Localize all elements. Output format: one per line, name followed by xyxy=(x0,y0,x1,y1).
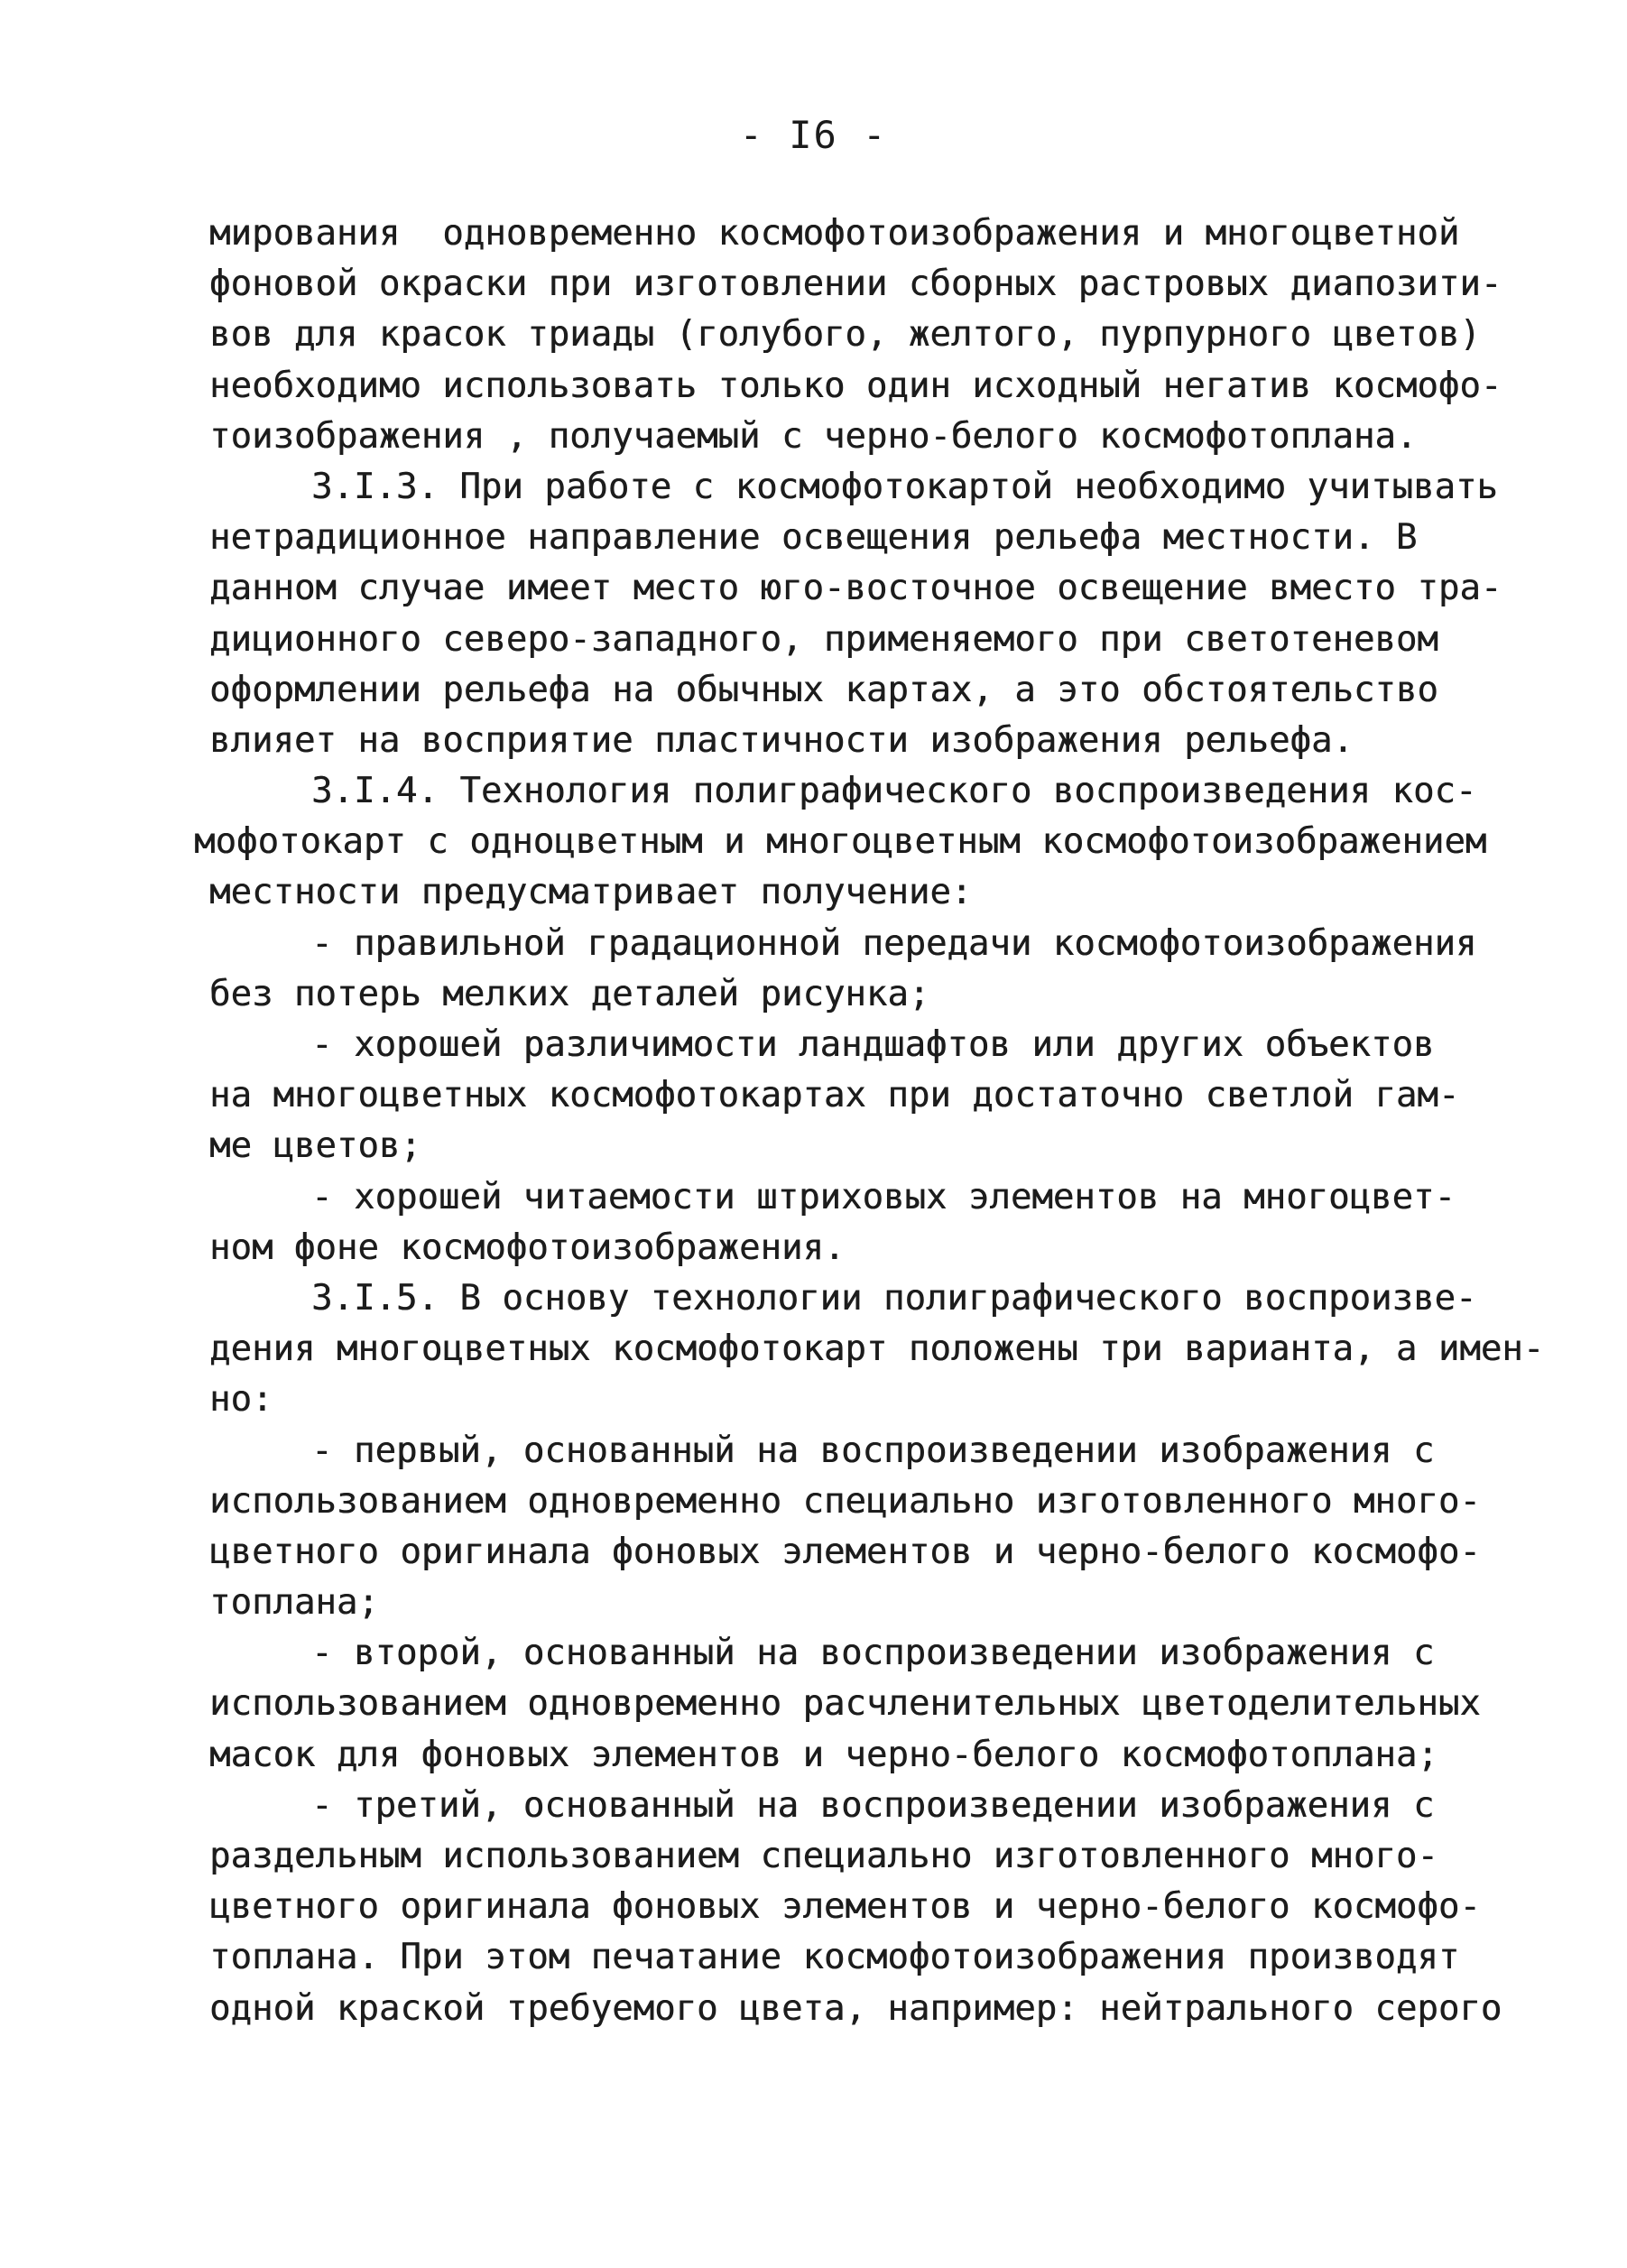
text-line-content: одной краской требуемого цвета, например: нейтрального серого xyxy=(209,1987,1502,2029)
text-line-content: местности предусматривает получение: xyxy=(209,872,973,913)
text-line xyxy=(0,1578,1627,1628)
text-line-content: данном случае имеет место юго-восточное освещение вместо тра- xyxy=(209,568,1502,609)
text-line xyxy=(0,665,1627,716)
text-line-content: ме цветов; xyxy=(209,1125,421,1167)
text-line xyxy=(0,1831,1627,1882)
text-line xyxy=(0,1324,1627,1375)
text-line-content: - второй, основанный на воспроизведении изображения с xyxy=(311,1633,1435,1674)
text-line-content: дения многоцветных космофотокарт положены три варианта, а имен- xyxy=(209,1328,1545,1370)
text-line xyxy=(0,766,1627,817)
text-line xyxy=(0,1477,1627,1527)
text-line xyxy=(0,563,1627,614)
text-line xyxy=(0,1932,1627,1983)
text-line-content: ном фоне космофотоизображения. xyxy=(209,1227,846,1268)
text-line-content: нетрадиционное направление освещения рельефа местности. В xyxy=(209,517,1418,559)
text-line xyxy=(0,361,1627,412)
body-text xyxy=(0,208,1627,2034)
page-number: - I6 - xyxy=(739,113,888,157)
text-line-content: мофотокарт с одноцветным и многоцветным космофотоизображением xyxy=(194,821,1487,863)
text-line-content: цветного оригинала фоновых элементов и черно-белого космофо- xyxy=(209,1531,1481,1572)
text-line-content: топлана. При этом печатание космофотоизображения производят xyxy=(209,1937,1460,1978)
text-line-content: масок для фоновых элементов и черно-белого космофотоплана; xyxy=(209,1734,1438,1775)
text-line-content: но: xyxy=(209,1379,273,1421)
text-line xyxy=(0,1679,1627,1729)
text-line-content: 3.I.5. В основу технологии полиграфического воспроизве- xyxy=(311,1277,1477,1319)
text-line-content: на многоцветных космофотокартах при достаточно светлой гам- xyxy=(209,1075,1460,1116)
text-line-content: вов для красок триады (голубого, желтого, пурпурного цветов) xyxy=(209,314,1481,356)
text-line-content: цветного оригинала фоновых элементов и черно-белого космофо- xyxy=(209,1886,1481,1928)
text-line-content: 3.I.3. При работе с космофотокартой необходимо учитывать xyxy=(311,466,1498,507)
text-line-content: мирования одновременно космофотоизображения и многоцветной xyxy=(209,213,1460,254)
text-line-content: оформлении рельефа на обычных картах, а это обстоятельство xyxy=(209,669,1438,710)
text-line-content: топлана; xyxy=(209,1582,379,1624)
text-line xyxy=(0,1984,1627,2034)
text-line xyxy=(0,1223,1627,1273)
text-line xyxy=(0,716,1627,766)
text-line-content: 3.I.4. Технология полиграфического воспроизведения кос- xyxy=(311,771,1477,812)
text-line-content: без потерь мелких деталей рисунка; xyxy=(209,973,930,1014)
text-line xyxy=(0,1628,1627,1679)
text-line xyxy=(0,1426,1627,1477)
text-line xyxy=(0,919,1627,969)
text-line xyxy=(0,310,1627,360)
text-line xyxy=(0,208,1627,259)
text-line-content: - хорошей различимости ландшафтов или других объектов xyxy=(311,1024,1435,1065)
text-line xyxy=(0,1882,1627,1932)
text-line-content: необходимо использовать только один исходный негатив космофо- xyxy=(209,365,1502,406)
text-line xyxy=(0,1730,1627,1781)
text-line xyxy=(0,969,1627,1020)
text-line-content: - правильной градационной передачи космофотоизображения xyxy=(311,922,1477,964)
text-line xyxy=(0,1273,1627,1324)
text-line-content: влияет на восприятие пластичности изображения рельефа. xyxy=(209,719,1354,761)
text-line-content: - первый, основанный на воспроизведении изображения с xyxy=(311,1430,1435,1471)
text-line xyxy=(0,1070,1627,1121)
text-line xyxy=(0,615,1627,665)
text-line-content: фоновой окраски при изготовлении сборных растровых диапозити- xyxy=(209,264,1502,305)
text-line-content: использованием одновременно расчленительных цветоделительных xyxy=(209,1683,1481,1725)
text-line-content: - третий, основанный на воспроизведении изображения с xyxy=(311,1784,1435,1826)
text-line xyxy=(0,462,1627,513)
text-line xyxy=(0,1375,1627,1425)
text-line-content: использованием одновременно специально изготовленного много- xyxy=(209,1480,1481,1522)
text-line xyxy=(0,1781,1627,1831)
text-line xyxy=(0,1121,1627,1171)
text-line-content: диционного северо-западного, применяемого при светотеневом xyxy=(209,618,1438,660)
text-line xyxy=(0,867,1627,918)
text-line xyxy=(0,513,1627,563)
text-line xyxy=(0,1527,1627,1578)
text-line xyxy=(0,1020,1627,1070)
text-line xyxy=(0,817,1627,867)
text-line xyxy=(0,412,1627,462)
text-line-content: тоизображения , получаемый с черно-белого космофотоплана. xyxy=(209,415,1418,457)
text-line-content: раздельным использованием специально изготовленного много- xyxy=(209,1836,1438,1876)
text-line xyxy=(0,1172,1627,1223)
text-line-content: - хорошей читаемости штриховых элементов на многоцвет- xyxy=(311,1176,1456,1217)
text-line xyxy=(0,259,1627,310)
